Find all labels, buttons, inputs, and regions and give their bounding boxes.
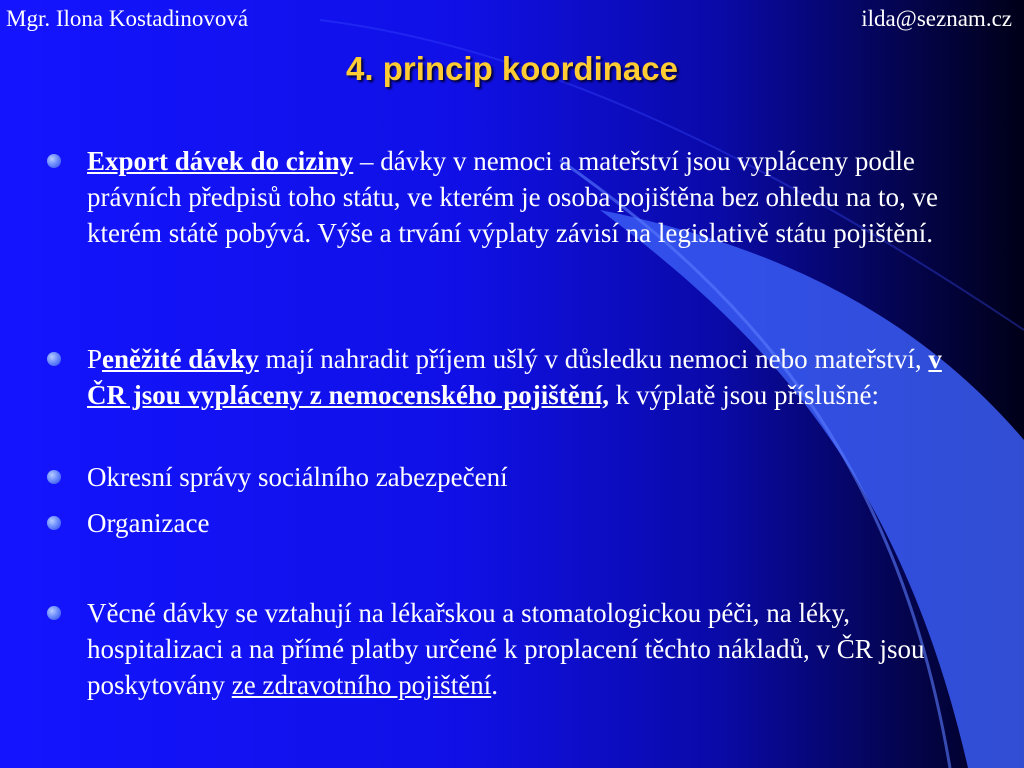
bullet-heading: eněžité dávky [102,344,259,374]
slide-title: 4. princip koordinace [346,50,678,87]
bullet-text [87,595,987,703]
bullet-body-end: . [491,670,498,700]
bullet-body: mají nahradit příjem ušlý v důsledku nemoci nebo mateřství, [258,344,929,374]
bullet-okresni-spravy [47,459,987,495]
bullet-emphasis: v ČR jsou vypláceny z nemocenského pojištění, [87,344,942,410]
bullet-text [87,143,987,251]
bullet-dot-icon [47,470,61,484]
bullet-body-end: k výplatě jsou příslušné: [609,380,879,410]
bullet-text: Okresní správy sociálního zabezpečení [87,462,508,492]
bullet-dot-icon [47,352,61,366]
bullet-underlined: ze zdravotního pojištění [231,670,492,700]
bullet-heading: Export dávek do ciziny [87,146,354,176]
bullet-dot-icon [47,154,61,168]
bullet-organizace [47,505,987,541]
author-email: ilda@seznam.cz [861,6,1012,31]
author-name: Mgr. Ilona Kostadinovová [6,6,249,31]
bullet-body: Věcné dávky se vztahují na lékařskou a stomatologickou péči, na léky, hospitalizaci a na přímé platby určené k proplacení těchto nákladů, v ČR jsou poskytovány [87,598,925,700]
bullet-export [47,143,987,251]
bullet-cash-benefits [47,341,987,413]
bullet-dot-icon [47,516,61,530]
bullet-body: – dávky v nemoci a mateřství jsou vypláceny podle právních předpisů toho státu, ve kterém je osoba pojištěna bez ohledu na to, ve kterém státě pobývá. Výše a trvání výplaty závisí na legislativě státu pojištění. [87,146,939,248]
bullet-text [87,341,987,413]
bullet-vecne-davky [47,595,987,703]
bullet-dot-icon [47,606,61,620]
bullet-lead: P [87,344,103,374]
bullet-text: Organizace [87,508,210,538]
